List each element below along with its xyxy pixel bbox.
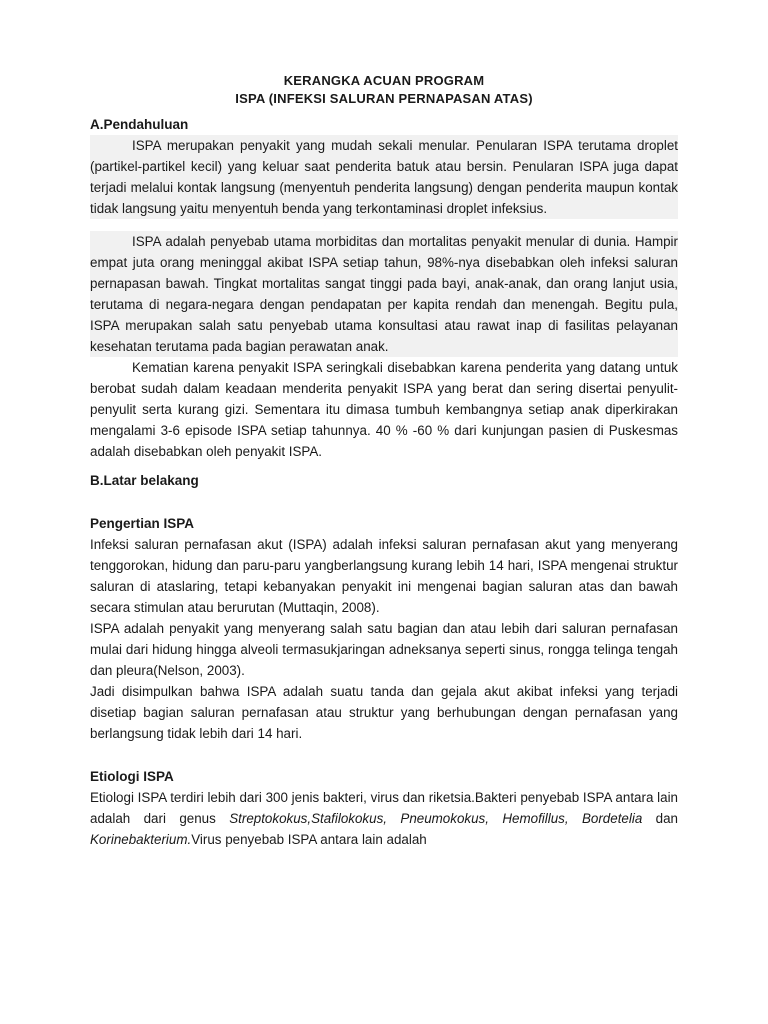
pengertian-paragraph-3: Jadi disimpulkan bahwa ISPA adalah suatu tanda dan gejala akut akibat infeksi yang terjadi disetiap bagian saluran pernafasan atau struktur yang berhubungan dengan pernafasan yang berlangsung tidak lebih dari 14 hari. — [90, 684, 678, 741]
section-a-paragraph-2: ISPA adalah penyebab utama morbiditas dan mortalitas penyakit menular di dunia. Hampir empat juta orang meninggal akibat ISPA setiap tahun, 98%-nya disebabkan oleh infeksi saluran pernapasan bawah. Tingkat mortalitas sangat tinggi pada bayi, anak-anak, dan orang lanjut usia, terutama di negara-negara dengan pendapatan per kapita rendah dan menengah. Begitu pula, ISPA merupakan salah satu penyebab utama konsultasi atau rawat inap di fasilitas pelayanan kesehatan terutama pada bagian perawatan anak. — [90, 231, 678, 357]
section-b-heading: B.Latar belakang — [90, 473, 199, 488]
section-a-heading: A.Pendahuluan — [90, 117, 189, 132]
etiologi-heading: Etiologi ISPA — [90, 769, 174, 784]
title-line-1: KERANGKA ACUAN PROGRAM — [283, 73, 485, 88]
title-line-2: ISPA (INFEKSI SALURAN PERNAPASAN ATAS) — [235, 91, 533, 106]
pengertian-paragraph-1: Infeksi saluran pernafasan akut (ISPA) adalah infeksi saluran pernafasan akut yang menyerang tenggorokan, hidung dan paru-paru yangberlangsung kurang lebih 14 hari, ISPA mengenai struktur saluran di ataslaring, tetapi kebanyakan penyakit ini mengenai bagian saluran atas dan bawah secara stimulan atau berurutan (Muttaqin, 2008). — [90, 537, 678, 615]
section-a-paragraph-1: ISPA merupakan penyakit yang mudah sekali menular. Penularan ISPA terutama droplet (partikel-partikel kecil) yang keluar saat penderita batuk atau bersin. Penularan ISPA juga dapat terjadi melalui kontak langsung (menyentuh penderita langsung) dengan penderita maupun kontak tidak langsung yaitu menyentuh benda yang terkontaminasi droplet infeksius. — [90, 135, 678, 219]
section-a-paragraph-3: Kematian karena penyakit ISPA seringkali disebabkan karena penderita yang datang untuk berobat sudah dalam keadaan menderita penyakit ISPA yang berat dan sering disertai penyulit-penyulit serta kurang gizi. Sementara itu dimasa tumbuh kembangnya setiap anak diperkirakan mengalami 3-6 episode ISPA setiap tahunnya. 40 % -60 % dari kunjungan pasien di Puskesmas adalah disebabkan oleh penyakit ISPA. — [90, 360, 678, 459]
etiologi-paragraph-1: Etiologi ISPA terdiri lebih dari 300 jenis bakteri, virus dan riketsia.Bakteri penyebab ISPA antara lain adalah dari genus Streptokokus,Stafilokokus, Pneumokokus, Hemofillus, Bordetelia dan Korinebakterium.Virus penyebab ISPA antara lain adalah — [90, 790, 678, 847]
pengertian-heading: Pengertian ISPA — [90, 516, 195, 531]
document-title — [90, 72, 678, 108]
pengertian-paragraph-2: ISPA adalah penyakit yang menyerang salah satu bagian dan atau lebih dari saluran pernafasan mulai dari hidung hingga alveoli termasukjaringan adneksanya seperti sinus, rongga telinga tengah dan pleura(Nelson, 2003). — [90, 621, 678, 678]
document-page — [90, 72, 678, 850]
